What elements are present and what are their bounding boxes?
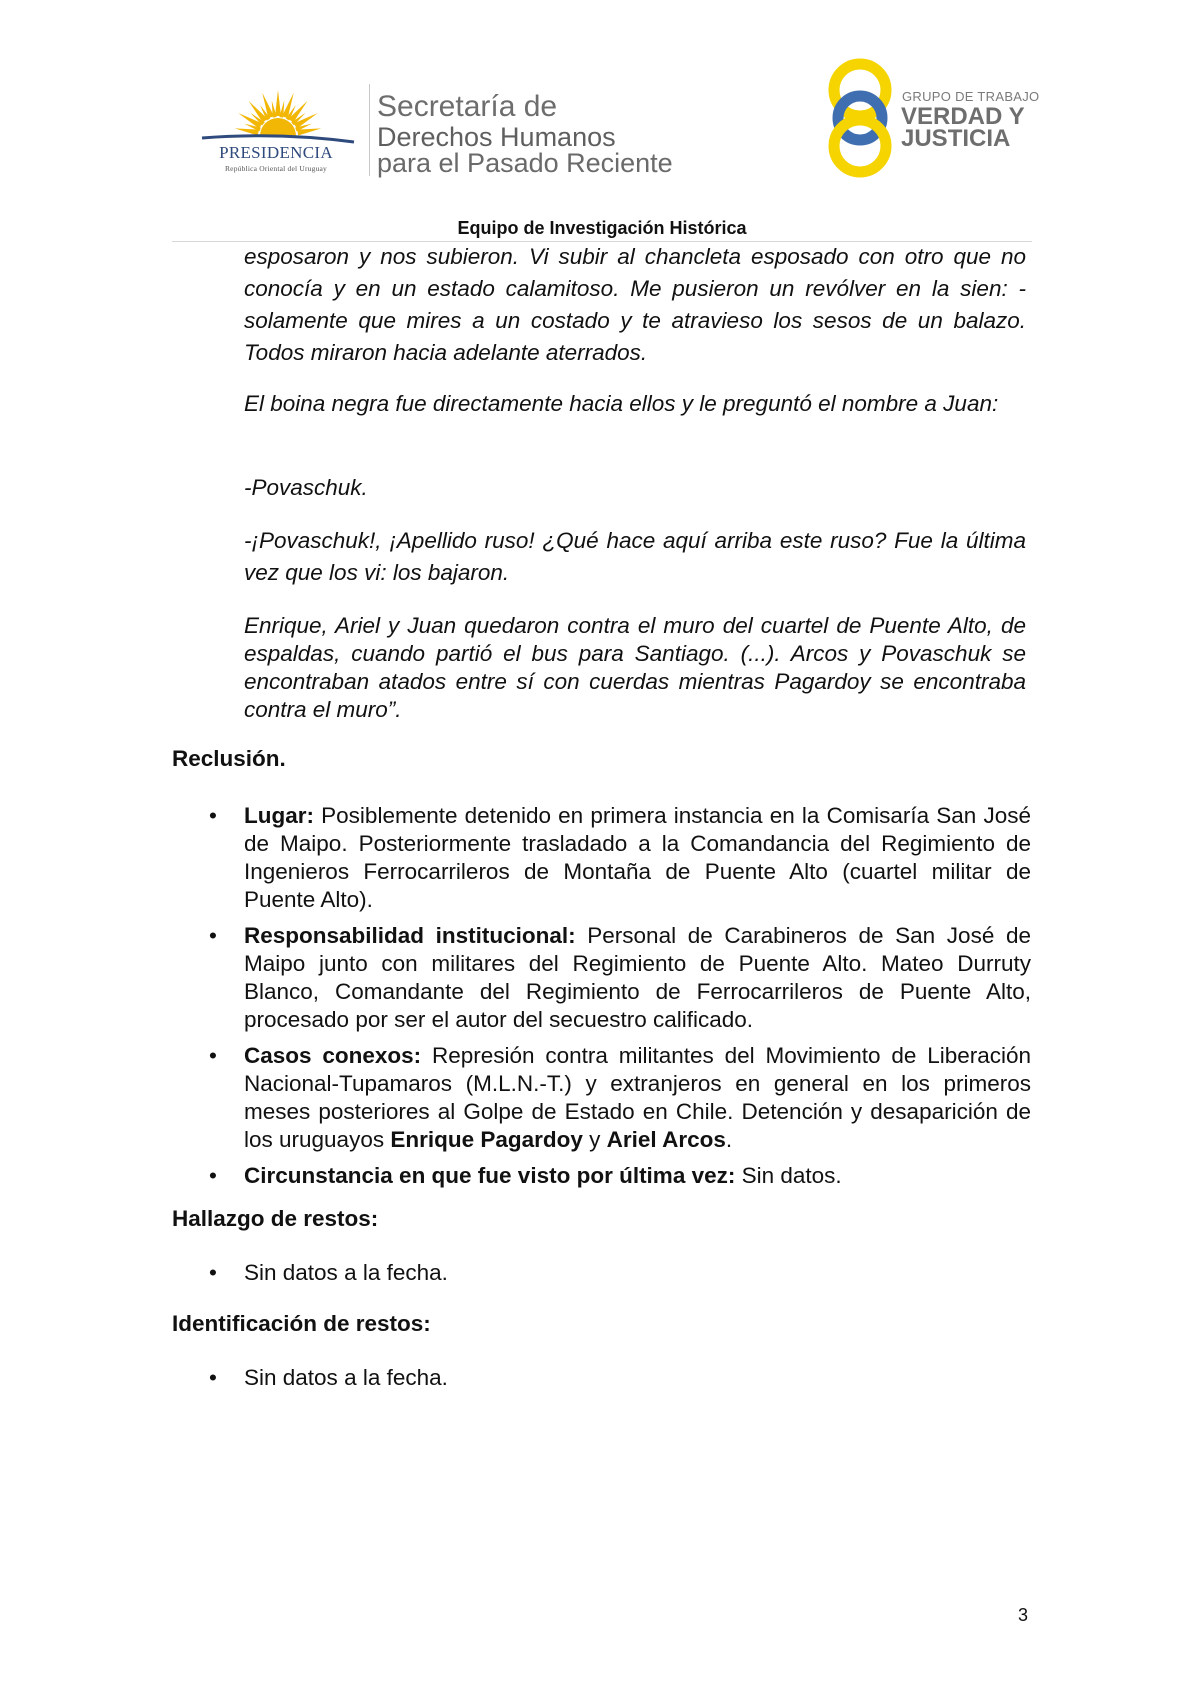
verdad-justicia-line1: VERDAD Y (901, 103, 1025, 130)
casos-body: Represión contra militantes del Movimiento de Liberación Nacional-Tupamaros (M.L.N.-T.) y extranjeros en general en los primeros meses posteriores al Golpe de Estado en Chile. Detención y desaparición de los uruguayos (244, 1043, 1032, 1152)
lugar-body: Posiblemente detenido en primera instancia en la Comisaría San José de Maipo. Posteriormente trasladado a la Comandancia del Regimiento de Ingenieros Ferrocarrileros de Montaña de Puente Alto (cuartel militar de Puente Alto). (244, 803, 1031, 912)
team-title: Equipo de Investigación Histórica (457, 218, 747, 238)
identificacion-heading: Identificación de restos: (172, 1311, 431, 1336)
bullet: • (209, 923, 217, 948)
circunstancia-body: Sin datos. (735, 1163, 842, 1188)
bullet: • (209, 1043, 217, 1068)
casos-text (244, 1042, 1031, 1154)
testimony-paragraph-1: esposaron y nos subieron. Vi subir al chancleta esposado con otro que no conocía y en un estado calamitoso. Me pusieron un revólver en la sien: -solamente que mires a un costado y te atravieso los sesos de un balazo. Todos miraron hacia adelante aterrados. (244, 244, 1026, 365)
verdad-justicia-line2: JUSTICIA (901, 125, 1011, 152)
identificacion-item: Sin datos a la fecha. (244, 1365, 448, 1390)
page-number: 3 (1018, 1605, 1029, 1625)
secretaria-line2: Derechos Humanos (377, 122, 616, 152)
circunstancia-label: Circunstancia en que fue visto por última vez: (244, 1163, 736, 1188)
circunstancia-text (244, 1162, 1031, 1190)
secretaria-line1: Secretaría de (377, 90, 558, 123)
casos-name-2: Ariel Arcos (606, 1127, 726, 1152)
testimony-paragraph-5: Enrique, Ariel y Juan quedaron contra el muro del cuartel de Puente Alto, de espaldas, cuando partió el bus para Santiago. (...). Arcos y Povaschuk se encontraban atados entre sí con cuerdas mientras Pagardoy se encontraba contra el muro”. (244, 613, 1026, 722)
responsabilidad-text (244, 922, 1031, 1034)
testimony-paragraph-4: -¡Povaschuk!, ¡Apellido ruso! ¿Qué hace aquí arriba este ruso? Fue la última vez que los vi: los bajaron. (244, 528, 1026, 585)
responsabilidad-body: Personal de Carabineros de San José de Maipo junto con militares del Regimiento de Puente Alto. Mateo Durruty Blanco, Comandante del Regimiento de Ferrocarrileros de Puente Alto, procesado por ser el autor del secuestro calificado. (244, 923, 1031, 1032)
verdad-justicia-rings-logo (822, 56, 902, 180)
bullet: • (209, 1260, 217, 1285)
hallazgo-heading: Hallazgo de restos: (172, 1206, 379, 1231)
bullet: • (209, 803, 217, 828)
casos-end: . (725, 1127, 733, 1152)
presidencia-subtitle: República Oriental del Uruguay (224, 164, 327, 173)
testimony-paragraph-2: El boina negra fue directamente hacia ellos y le preguntó el nombre a Juan: (244, 391, 999, 416)
casos-and: y (582, 1127, 607, 1152)
lugar-label: Lugar: (244, 803, 314, 828)
casos-label: Casos conexos: (244, 1043, 422, 1068)
presidencia-sun-logo (198, 78, 358, 178)
responsabilidad-label: Responsabilidad institucional: (244, 923, 576, 948)
verdad-justicia-small: GRUPO DE TRABAJO (902, 89, 1040, 104)
hallazgo-item: Sin datos a la fecha. (244, 1260, 448, 1285)
bullet: • (209, 1163, 217, 1188)
secretaria-line3: para el Pasado Reciente (377, 148, 673, 178)
casos-name-1: Enrique Pagardoy (390, 1127, 583, 1152)
presidencia-name: PRESIDENCIA (219, 143, 333, 162)
lugar-text (244, 802, 1031, 914)
bullet: • (209, 1365, 217, 1390)
testimony-paragraph-3: -Povaschuk. (244, 475, 368, 500)
reclusion-heading: Reclusión. (172, 746, 286, 771)
header-divider (369, 84, 370, 176)
